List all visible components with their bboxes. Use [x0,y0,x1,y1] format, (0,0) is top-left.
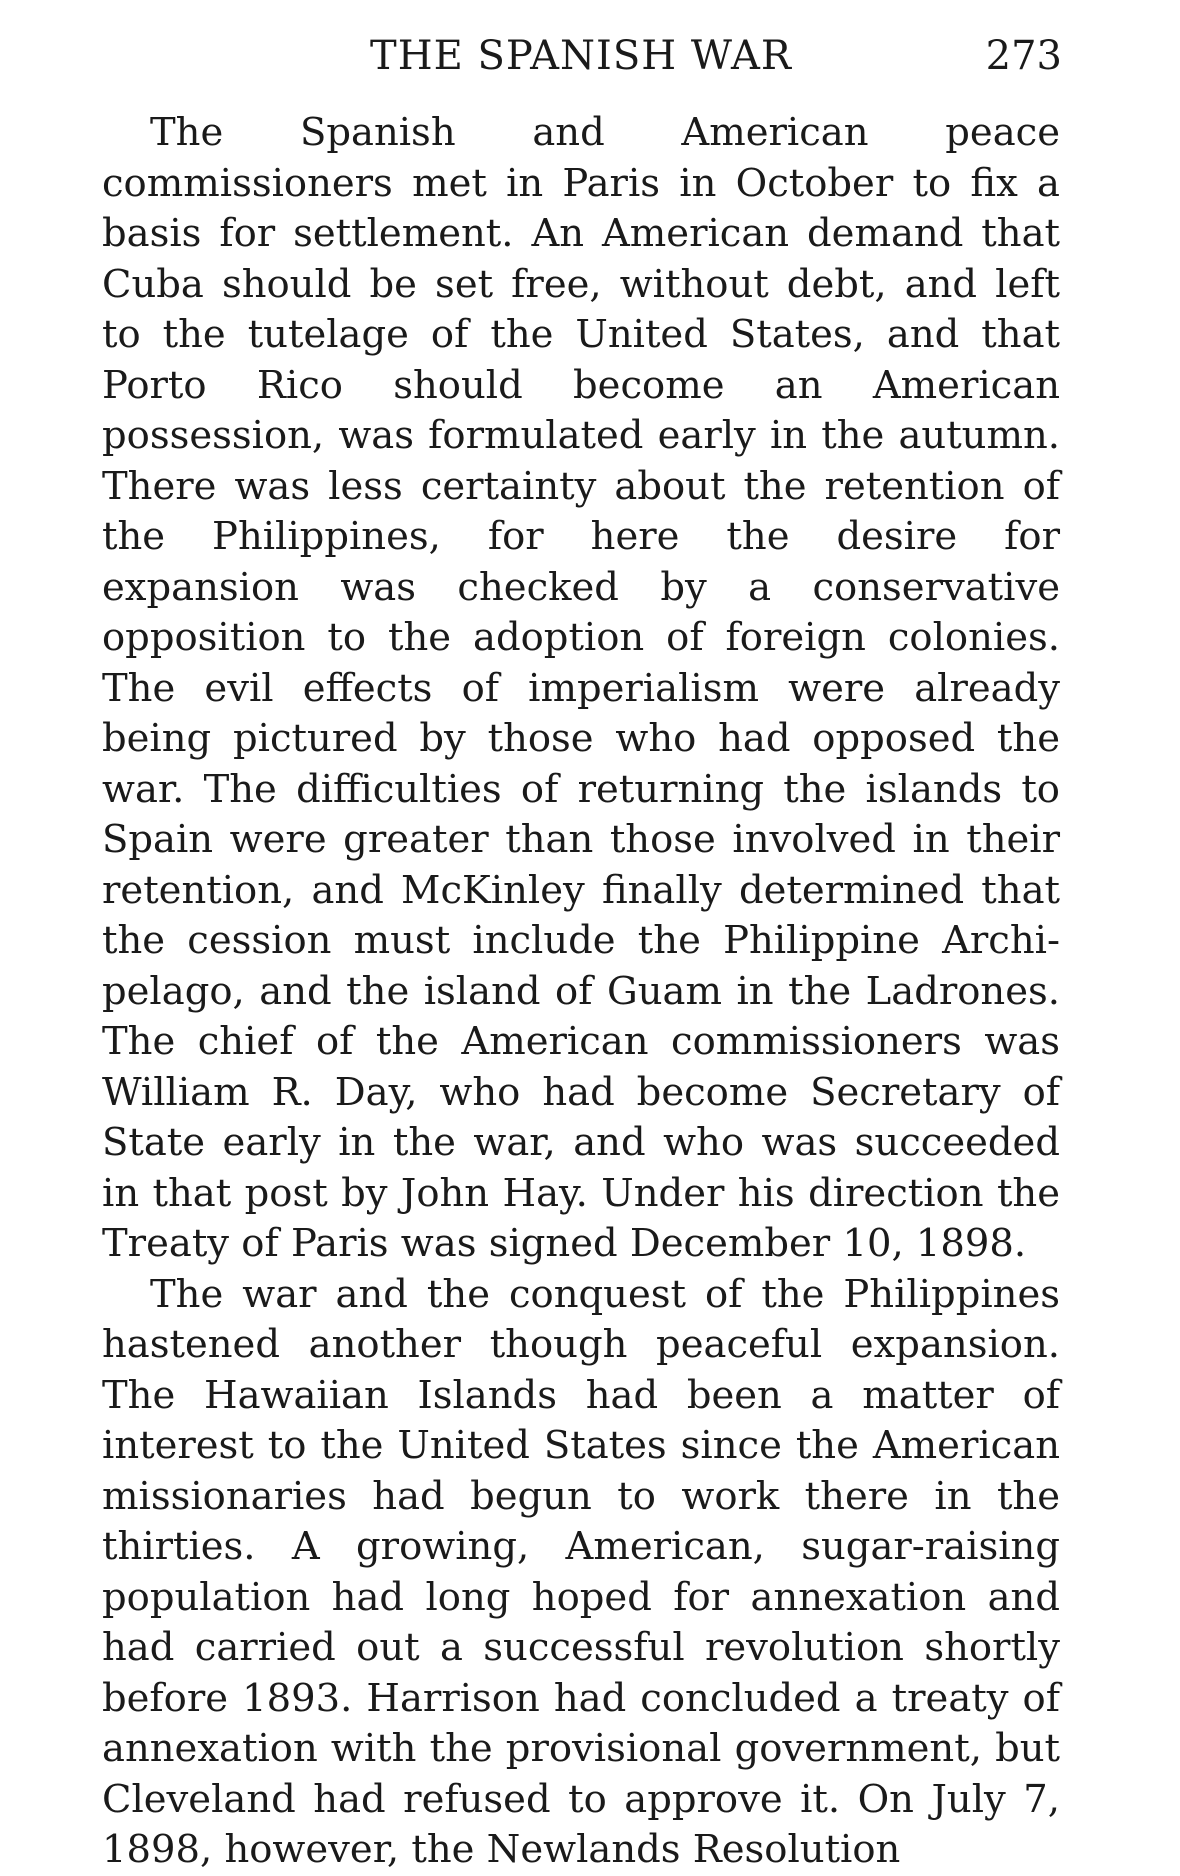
body-text [102,108,1060,1876]
page-number: 273 [985,33,1062,79]
chapter-title: THE SPANISH WAR [370,33,792,79]
paragraph-peace-commission: The Spanish and American peace commissioners met in Paris in October to fix a basis for settlement. An American demand that Cuba should be set free, without debt, and left to the tutelage of the United States, and that Porto Rico should become an American possession, was formulated early in the autumn. There was less certainty about the retention of the Philippines, for here the desire for expansion was checked by a conservative opposition to the adoption of foreign colonies. The evil effects of imperialism were already being pictured by those who had opposed the war. The difficulties of returning the islands to Spain were greater than those involved in their retention, and McKinley finally determined that the cession must include the Philippine Archipelago, and the island of Guam in the Ladrones. The chief of the American commissioners was William R. Day, who had become Secretary of State early in the war, and who was succeeded in that post by John Hay. Under his direction the Treaty of Paris was signed December 10, 1898. [102,110,1060,1266]
running-head [100,28,1062,84]
paragraph-hawaiian-annexation: The war and the conquest of the Philippines hastened another though peaceful expansion. The Hawaiian Islands had been a matter of interest to the United States since the American missionaries had begun to work there in the thirties. A growing, American, sugar-raising population had long hoped for annexation and had carried out a successful revolution shortly before 1893. Harrison had concluded a treaty of annexation with the provisional government, but Cleveland had refused to approve it. On July 7, 1898, however, the Newlands Resolution [102,1271,1060,1872]
